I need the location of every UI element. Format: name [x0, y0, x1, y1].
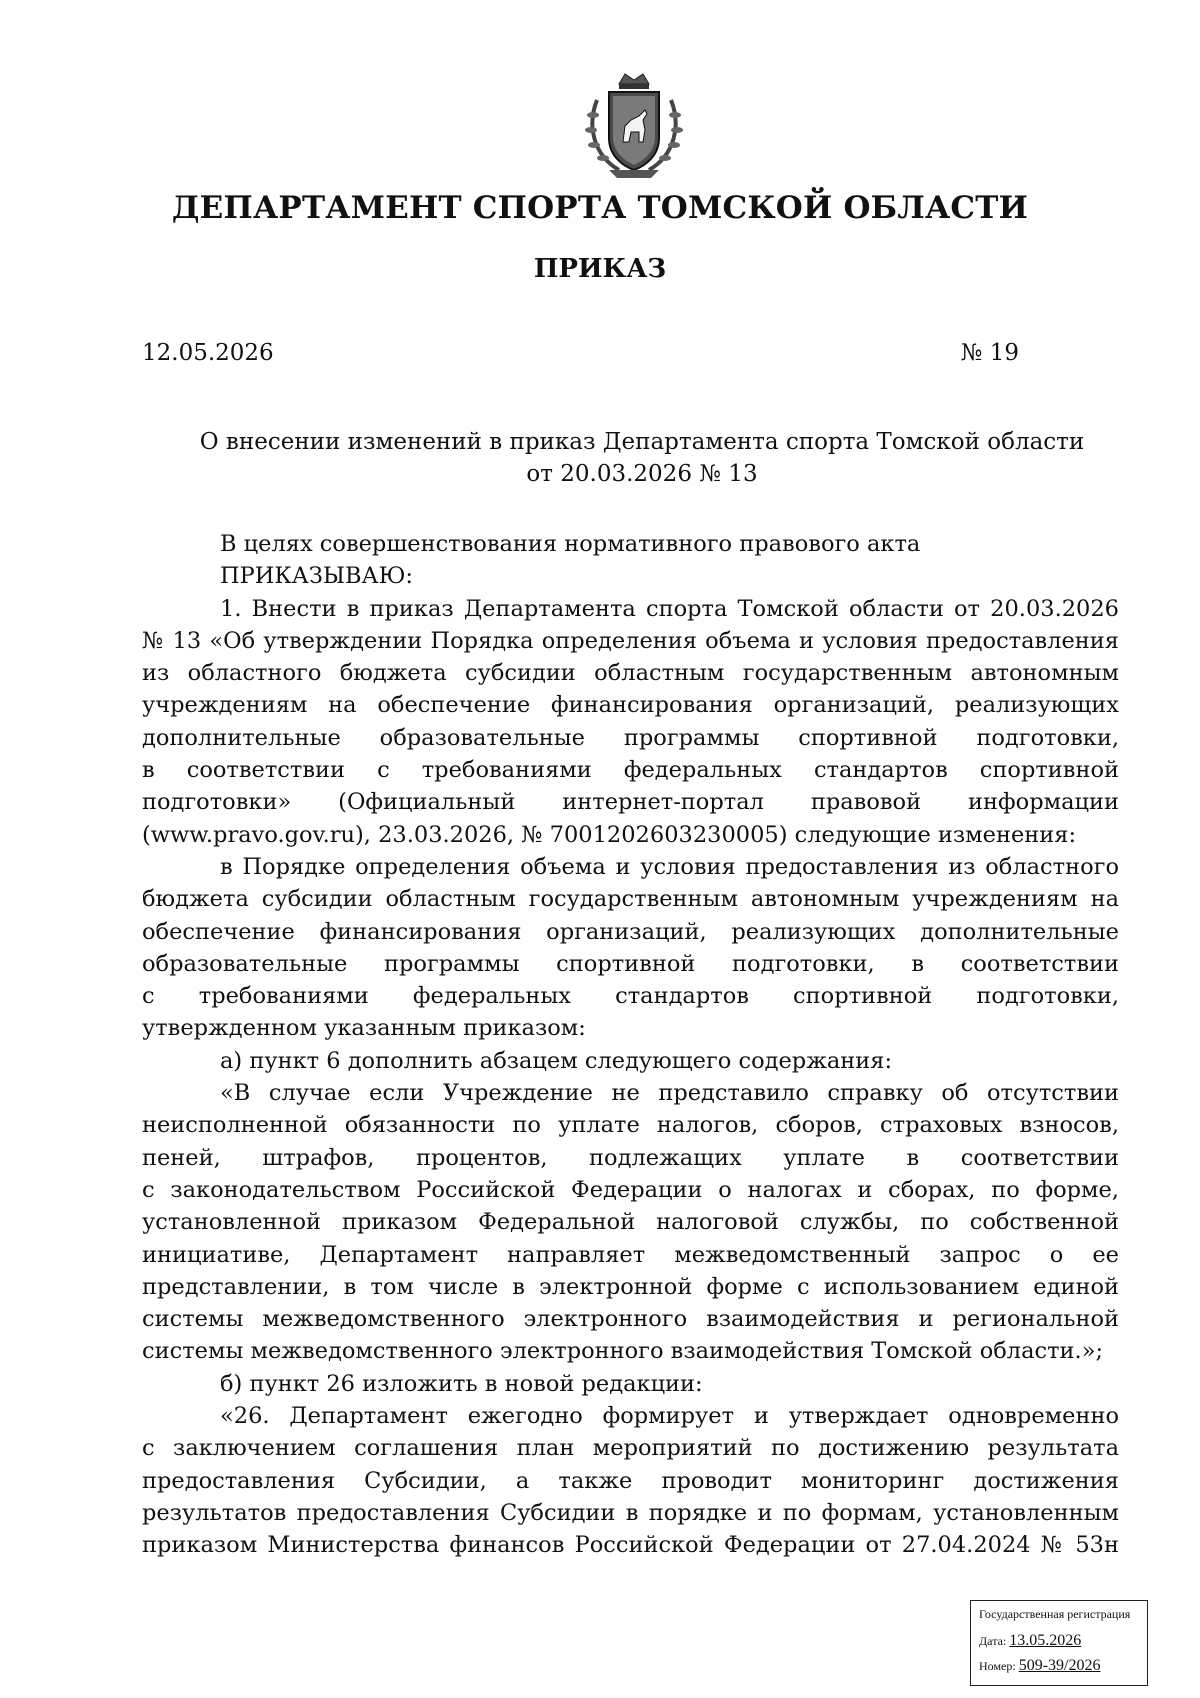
body-line: пеней, штрафов, процентов, подлежащих уплате в соответствии: [142, 1144, 1119, 1171]
body-line: образовательные программы спортивной подготовки, в соответствии: [142, 950, 1119, 977]
registration-number-label: Номер:: [979, 1659, 1016, 1673]
body-line: системы межведомственного электронного взаимодействия и региональной: [142, 1306, 1119, 1333]
document-date: 12.05.2026: [142, 340, 274, 366]
body-line: дополнительные образовательные программы спортивной подготовки,: [142, 724, 1119, 751]
body-line: а) пункт 6 дополнить абзацем следующего содержания:: [220, 1047, 893, 1074]
body-line: б) пункт 26 изложить в новой редакции:: [220, 1370, 703, 1397]
document-type: ПРИКАЗ: [533, 254, 667, 284]
subject-line: О внесении изменений в приказ Департамента спорта Томской области: [199, 429, 1085, 455]
body-line: № 13 «Об утверждении Порядка определения объема и условия предоставления: [142, 627, 1119, 654]
registration-date-label: Дата:: [979, 1634, 1007, 1648]
body-line: установленной приказом Федеральной налоговой службы, по собственной: [142, 1209, 1119, 1236]
body-line: представлении, в том числе в электронной форме с использованием единой: [142, 1273, 1119, 1300]
body-line: в соответствии с требованиями федеральных стандартов спортивной: [142, 757, 1119, 784]
registration-stamp: [970, 1600, 1148, 1686]
body-line: «26. Департамент ежегодно формирует и утверждает одновременно: [220, 1403, 1119, 1430]
body-line: инициативе, Департамент направляет межведомственный запрос о ее: [142, 1241, 1119, 1268]
body-line: с заключением соглашения план мероприятий по достижению результата: [142, 1435, 1119, 1462]
subject-line: от 20.03.2026 № 13: [526, 461, 758, 487]
body-line: 1. Внести в приказ Департамента спорта Томской области от 20.03.2026: [220, 595, 1119, 622]
body-line: системы межведомственного электронного взаимодействия Томской области.»;: [142, 1338, 1104, 1365]
body-line: ПРИКАЗЫВАЮ:: [220, 563, 413, 590]
body-line: учреждениям на обеспечение финансирования организаций, реализующих: [142, 692, 1119, 719]
body-line: В целях совершенствования нормативного правового акта: [220, 531, 921, 557]
body-line: с требованиями федеральных стандартов спортивной подготовки,: [142, 983, 1119, 1010]
document-body: [142, 528, 1119, 1562]
body-line: обеспечение финансирования организаций, реализующих дополнительные: [142, 918, 1119, 945]
coat-of-arms-icon: [579, 70, 689, 182]
registration-number-value: 509-39/2026: [1018, 1657, 1101, 1674]
body-line: приказом Министерства финансов Российской Федерации от 27.04.2024 № 53н: [142, 1532, 1119, 1559]
body-line: с законодательством Российской Федерации о налогах и сборах, по форме,: [142, 1176, 1119, 1203]
body-line: «В случае если Учреждение не представило справку об отсутствии: [220, 1080, 1119, 1107]
body-line: результатов предоставления Субсидии в порядке и по формам, установленным: [142, 1499, 1119, 1526]
body-line: неисполненной обязанности по уплате налогов, сборов, страховых взносов,: [142, 1112, 1119, 1139]
body-line: подготовки» (Официальный интернет-портал правовой информации: [142, 789, 1119, 816]
body-line: бюджета субсидии областным государственным автономным учреждениям на: [142, 886, 1119, 913]
document-number: № 19: [960, 340, 1019, 366]
body-line: из областного бюджета субсидии областным государственным автономным: [142, 660, 1119, 687]
body-line: утвержденном указанным приказом:: [142, 1015, 586, 1042]
registration-stamp-title: Государственная регистрация: [979, 1607, 1131, 1621]
document-subject: [142, 426, 1142, 490]
organization-title: ДЕПАРТАМЕНТ СПОРТА ТОМСКОЙ ОБЛАСТИ: [171, 190, 1029, 226]
body-line: в Порядке определения объема и условия предоставления из областного: [220, 853, 1119, 880]
body-line: (www.pravo.gov.ru), 23.03.2026, № 7001202603230005) следующие изменения:: [142, 821, 1077, 848]
registration-date-value: 13.05.2026: [1009, 1632, 1082, 1649]
body-line: предоставления Субсидии, а также проводит мониторинг достижения: [142, 1467, 1119, 1494]
